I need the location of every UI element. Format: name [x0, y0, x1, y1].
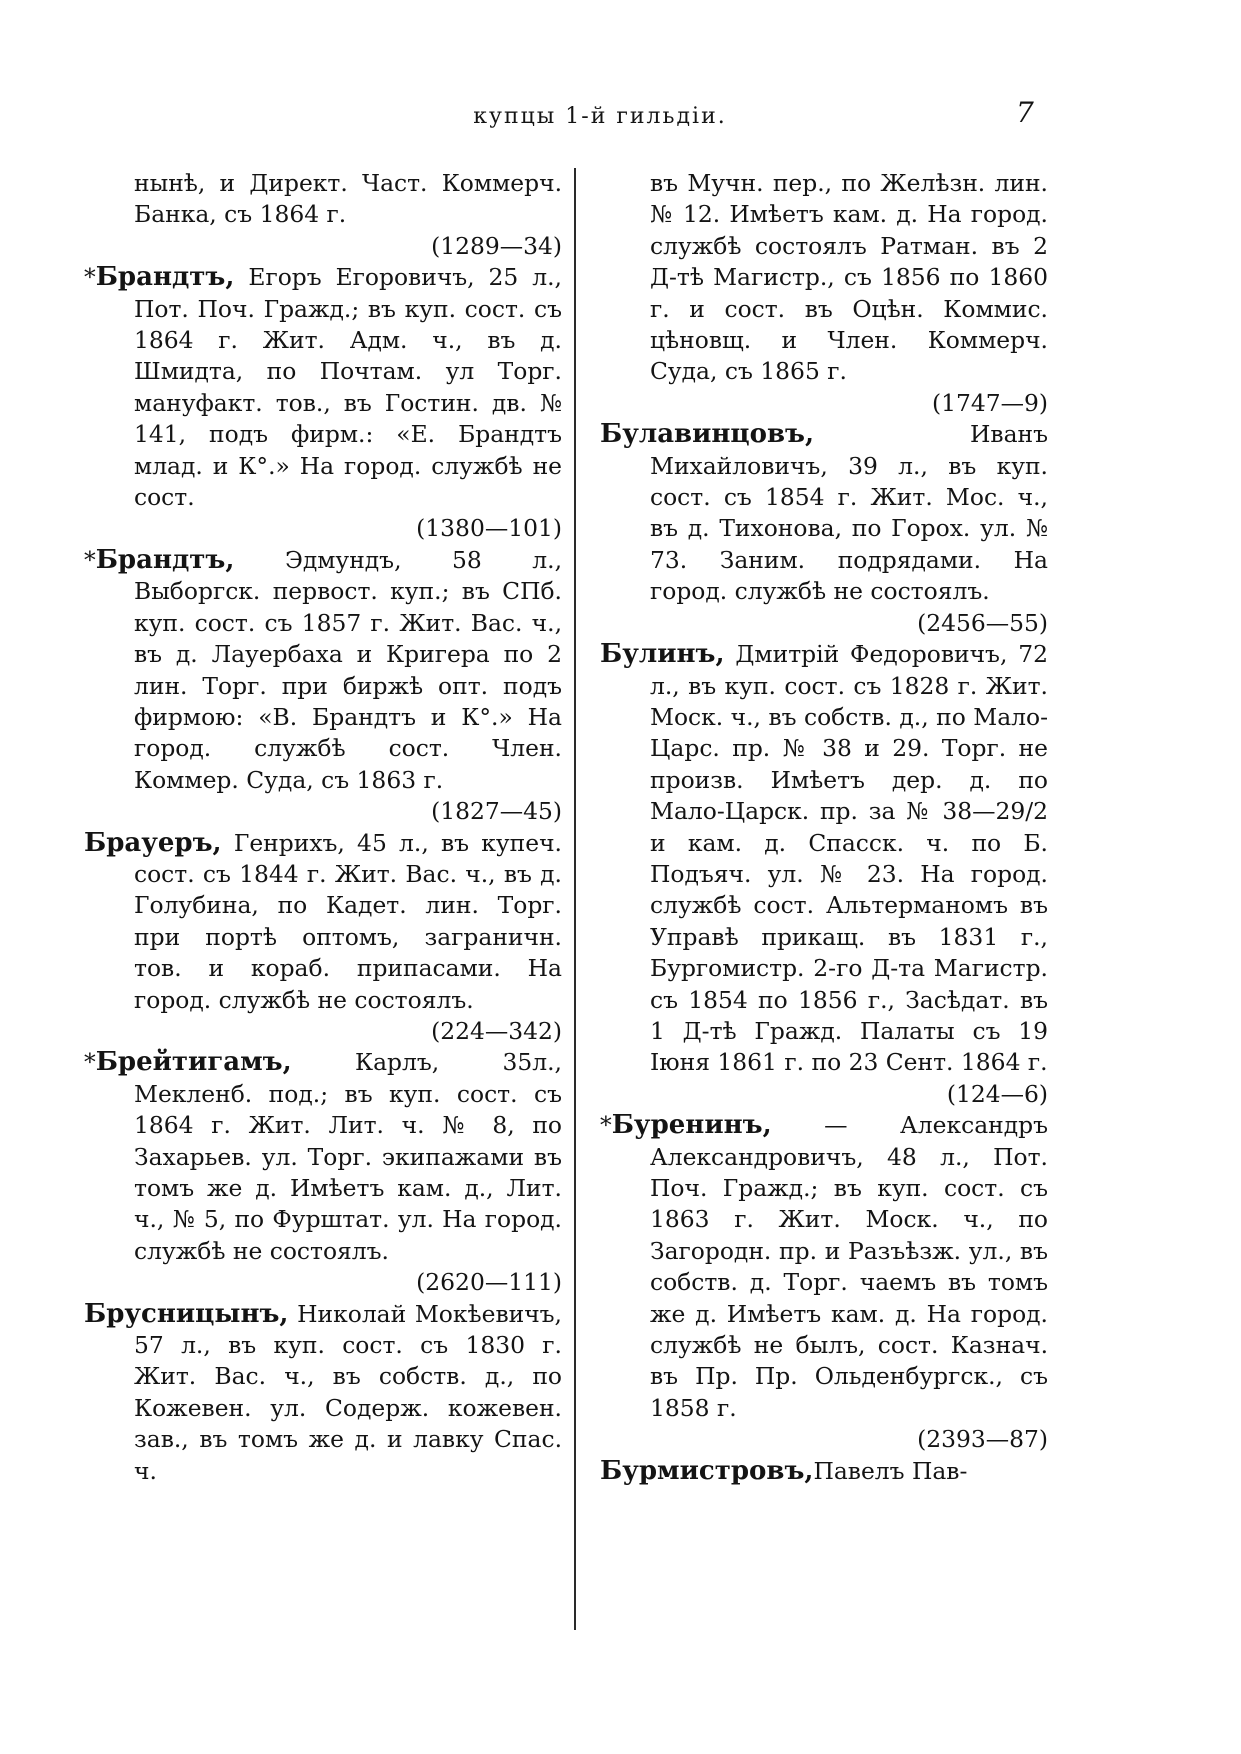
entry-star: * — [84, 545, 96, 574]
list-item — [598, 639, 1048, 1110]
entry-text: Иванъ Михайловичъ, 39 л., въ куп. сост. съ 1854 г. Жит. Мос. ч., въ д. Тихонова, по Горох. ул. № 73. Заним. подрядами. На город. службѣ не состоялъ. — [650, 420, 1048, 606]
entry-name: Брандтъ, — [95, 544, 235, 575]
entry-code: (1827—45) — [431, 797, 562, 826]
list-item — [82, 1047, 562, 1298]
left-column — [82, 168, 562, 1487]
list-item — [82, 1299, 562, 1487]
entry-text: — Александръ Александровичъ, 48 л., Пот. Поч. Гражд.; въ куп. сост. съ 1863 г. Жит. Моск. ч., по Загородн. пр. и Разъѣзж. ул., въ собств. д. Торг. чаемъ въ томъ же д. Имѣетъ кам. д. На город. службѣ не былъ, сост. Казнач. въ Пр. Пр. Ольденбургск., съ 1858 г. — [650, 1111, 1048, 1422]
page-number: 7 — [1016, 96, 1034, 129]
entry-text: Николай Мокѣевичъ, 57 л., въ куп. сост. съ 1830 г. Жит. Вас. ч., въ собств. д., по Кожевен. ул. Содерж. кожевен. зав., въ томъ же д. и лавку Спас. ч. — [134, 1299, 562, 1485]
entry-name: Буренинъ, — [611, 1110, 772, 1141]
entry-text: Егоръ Егоровичъ, 25 л., Пот. Поч. Гражд.; въ куп. сост. съ 1864 г. Жит. Адм. ч., въ д. Шмидта, по Почтам. ул Торг. мануфакт. тов., въ Гостин. дв. № 141, подъ фирм.: «Е. Брандтъ млад. и К°.» На город. службѣ не сост. — [134, 263, 562, 512]
list-item — [598, 1110, 1048, 1455]
right-column — [598, 168, 1048, 1487]
entry-code: (1747—9) — [931, 388, 1048, 417]
entry-name: Бурмистровъ, — [600, 1455, 814, 1486]
entry-text: нынѣ, и Директ. Част. Коммерч. Банка, съ 1864 г. — [134, 169, 562, 229]
list-item — [598, 419, 1048, 639]
entry-name: Брейтигамъ, — [95, 1047, 292, 1078]
entry-code: (1380—101) — [416, 514, 562, 543]
entry-star: * — [84, 1048, 96, 1077]
entry-text: въ Мучн. пер., по Желѣзн. лин. № 12. Имѣетъ кам. д. На город. службѣ состоялъ Ратман. въ 2 Д-тѣ Магистр., съ 1856 по 1860 г. и сост. въ Оцѣн. Коммис. цѣновщ. и Член. Коммерч. Суда, съ 1865 г. — [650, 169, 1048, 386]
entry-text: Дмитрій Федоровичъ, 72 л., въ куп. сост. съ 1828 г. Жит. Моск. ч., въ собств. д., по Мало-Царс. пр. № 38 и 29. Торг. не произв. Имѣетъ дер. д. по Мало-Царск. пр. за № 38—29/2 и кам. д. Спасск. ч. по Б. Подъяч. ул. № 23. На город. службѣ сост. Альтерманомъ въ Управѣ прикащ. въ 1831 г., Бургомистр. 2-го Д-та Магистр. съ 1854 по 1856 г., Засѣдат. въ 1 Д-тѣ Гражд. Палаты съ 19 Іюня 1861 г. по 23 Сент. 1864 г. — [650, 640, 1049, 1077]
list-item — [82, 545, 562, 828]
entry-text: Генрихъ, 45 л., въ купеч. сост. съ 1844 г. Жит. Вас. ч., въ д. Голубина, по Кадет. лин. Торг. при портѣ оптомъ, заграничн. тов. и кораб. припасами. На город. службѣ не состоялъ. — [134, 828, 562, 1014]
entry-star: * — [84, 263, 96, 292]
entry-code: (224—342) — [431, 1016, 562, 1045]
running-title: купцы 1-й гильдiи. — [473, 104, 727, 129]
entry-name: Булинъ, — [600, 639, 725, 670]
entry-code: (124—6) — [946, 1079, 1048, 1108]
entry-text: Павелъ Пав- — [813, 1456, 968, 1485]
list-item — [82, 828, 562, 1048]
entry-name: Брусницынъ, — [84, 1298, 289, 1329]
list-item — [82, 262, 562, 545]
entry-code: (1289—34) — [431, 231, 562, 260]
entry-name: Брандтъ, — [95, 262, 235, 293]
entry-code: (2456—55) — [917, 608, 1048, 637]
page-header — [0, 96, 1241, 136]
entry-code: (2620—111) — [416, 1268, 562, 1297]
column-divider — [574, 168, 576, 1630]
entry-star: * — [600, 1111, 612, 1140]
list-item — [82, 168, 562, 262]
entry-name: Брауеръ, — [84, 827, 222, 858]
entry-text: Эдмундъ, 58 л., Выборгск. первост. куп.; въ СПб. куп. сост. съ 1857 г. Жит. Вас. ч., въ д. Лауербаха и Кригера по 2 лин. Торг. при биржѣ опт. подъ фирмою: «В. Брандтъ и К°.» На город. службѣ сост. Член. Коммер. Суда, съ 1863 г. — [134, 545, 563, 794]
entry-text: Карлъ, 35л., Мекленб. под.; въ куп. сост. съ 1864 г. Жит. Лит. ч. № 8, по Захарьев. ул. Торг. экипажами въ томъ же д. Имѣетъ кам. д., Лит. ч., № 5, по Фурштат. ул. На город. службѣ не состоялъ. — [134, 1048, 562, 1265]
list-item — [598, 1456, 1048, 1487]
entry-code: (2393—87) — [917, 1425, 1048, 1454]
entry-name: Булавинцовъ, — [600, 419, 815, 450]
list-item — [598, 168, 1048, 419]
